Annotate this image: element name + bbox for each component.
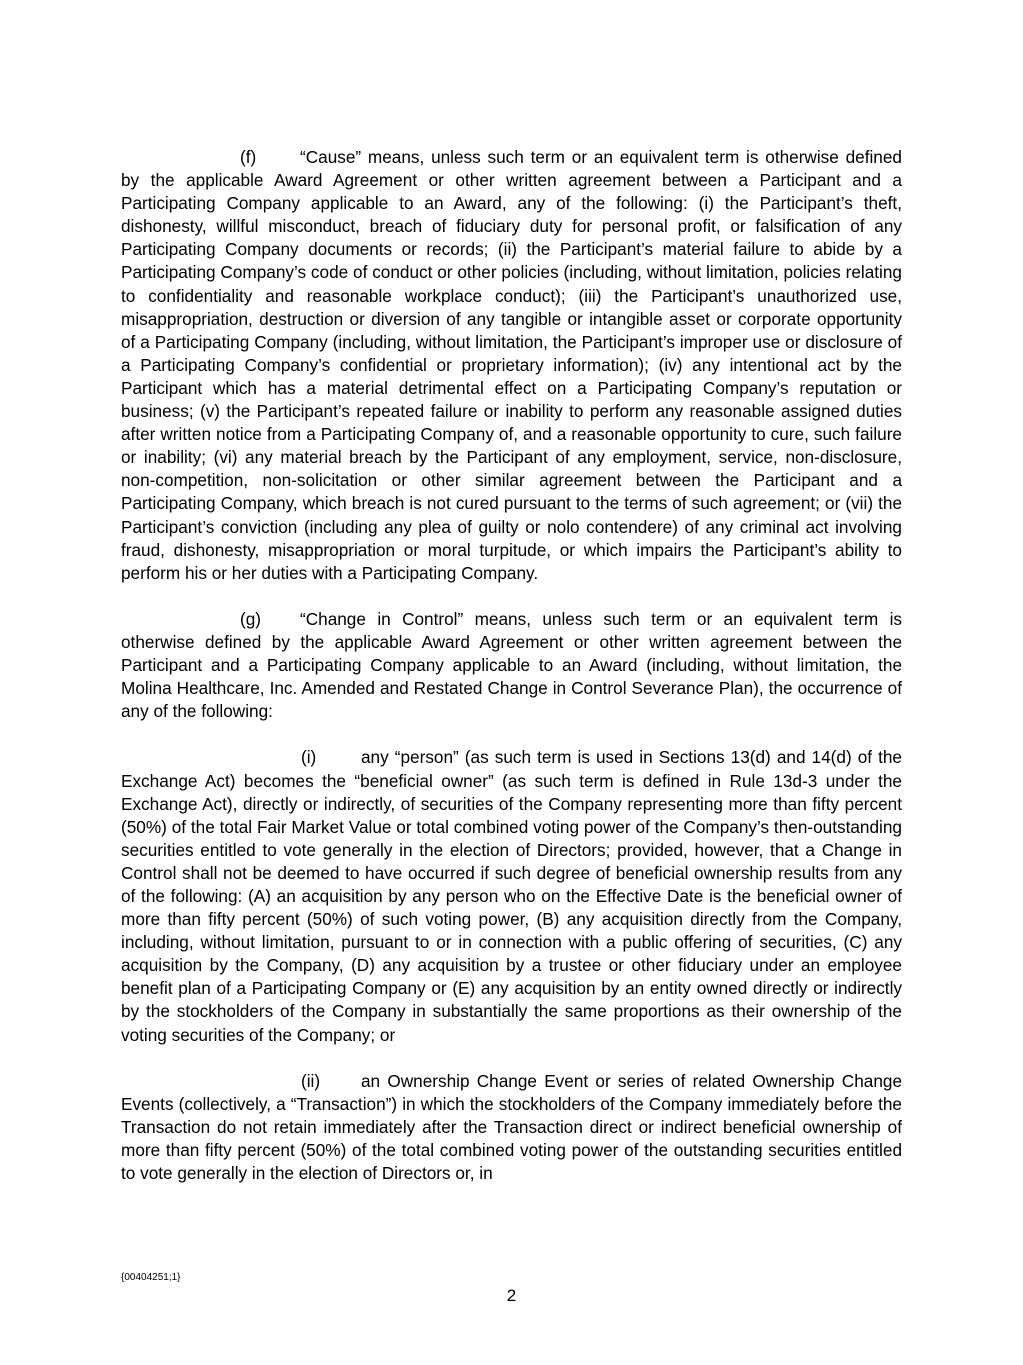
subsection-label: (ii) (301, 1070, 321, 1091)
subsection-ii (121, 1070, 902, 1185)
section-text: “Change in Control” means, unless such term or an equivalent term is otherwise defined by the applicable Award Agreement or other written agreement between the Participant and a Participating Company applicable to an Award (including, without limitation, the Molina Healthcare, Inc. Amended and Restated Change in Control Severance Plan), the occurrence of any of the following: (121, 608, 902, 722)
section-g-change-in-control (121, 608, 902, 723)
subsection-i (121, 746, 902, 1046)
document-id: {00404251;1} (121, 1272, 181, 1283)
subsection-text: any “person” (as such term is used in Sections 13(d) and 14(d) of the Exchange Act) becomes the “beneficial owner” (as such term is defined in Rule 13d-3 under the Exchange Act), directly or indirectly, of securities of the Company representing more than fifty percent (50%) of the total Fair Market Value or total combined voting power of the Company’s then-outstanding securities entitled to vote generally in the election of Directors; provided, however, that a Change in Control shall not be deemed to have occurred if such degree of beneficial ownership results from any of the following: (A) an acquisition by any person who on the Effective Date is the beneficial owner of more than fifty percent (50%) of such voting power, (B) any acquisition directly from the Company, including, without limitation, pursuant to or in connection with a public offering of securities, (C) any acquisition by the Company, (D) any acquisition by a trustee or other fiduciary under an employee benefit plan of a Participating Company or (E) any acquisition by an entity owned directly or indirectly by the stockholders of the Company in substantially the same proportions as their ownership of the voting securities of the Company; or (121, 747, 902, 1045)
subsection-label: (i) (301, 747, 317, 768)
section-text: “Cause” means, unless such term or an equivalent term is otherwise defined by the applicable Award Agreement or other written agreement between a Participant and a Participating Company applicable to an Award, any of the following: (i) the Participant’s theft, dishonesty, willful misconduct, breach of fiduciary duty for personal profit, or falsification of any Participating Company documents or records; (ii) the Participant’s material failure to abide by a Participating Company’s code of conduct or other policies (including, without limitation, policies relating to confidentiality and reasonable workplace conduct); (iii) the Participant’s unauthorized use, misappropriation, destruction or diversion of any tangible or intangible asset or corporate opportunity of a Participating Company (including, without limitation, the Participant’s improper use or disclosure of a Participating Company’s confidential or proprietary information); (iv) any intentional act by the Participant which has a material detrimental effect on a Participating Company’s reputation or business; (v) the Participant’s repeated failure or inability to perform any reasonable assigned duties after written notice from a Participating Company of, and a reasonable opportunity to cure, such failure or inability; (vi) any material breach by the Participant of any employment, service, non-disclosure, non-competition, non-solicitation or other similar agreement between the Participant and a Participating Company, which breach is not cured pursuant to the terms of such agreement; or (vii) the Participant’s conviction (including any plea of guilty or nolo contendere) of any criminal act involving fraud, dishonesty, misappropriation or moral turpitude, or which impairs the Participant’s ability to perform his or her duties with a Participating Company. (121, 147, 902, 583)
section-label: (f) (240, 147, 257, 167)
subsection-text: an Ownership Change Event or series of related Ownership Change Events (collectively, a “Transaction”) in which the stockholders of the Company immediately before the Transaction do not retain immediately after the Transaction direct or indirect beneficial ownership of more than fifty percent (50%) of the total combined voting power of the outstanding securities entitled to vote generally in the election of Directors or, in (121, 1070, 902, 1184)
page-number: 2 (506, 1286, 517, 1305)
document-body (121, 146, 902, 1185)
section-f-cause (121, 146, 902, 585)
section-label: (g) (240, 608, 262, 629)
